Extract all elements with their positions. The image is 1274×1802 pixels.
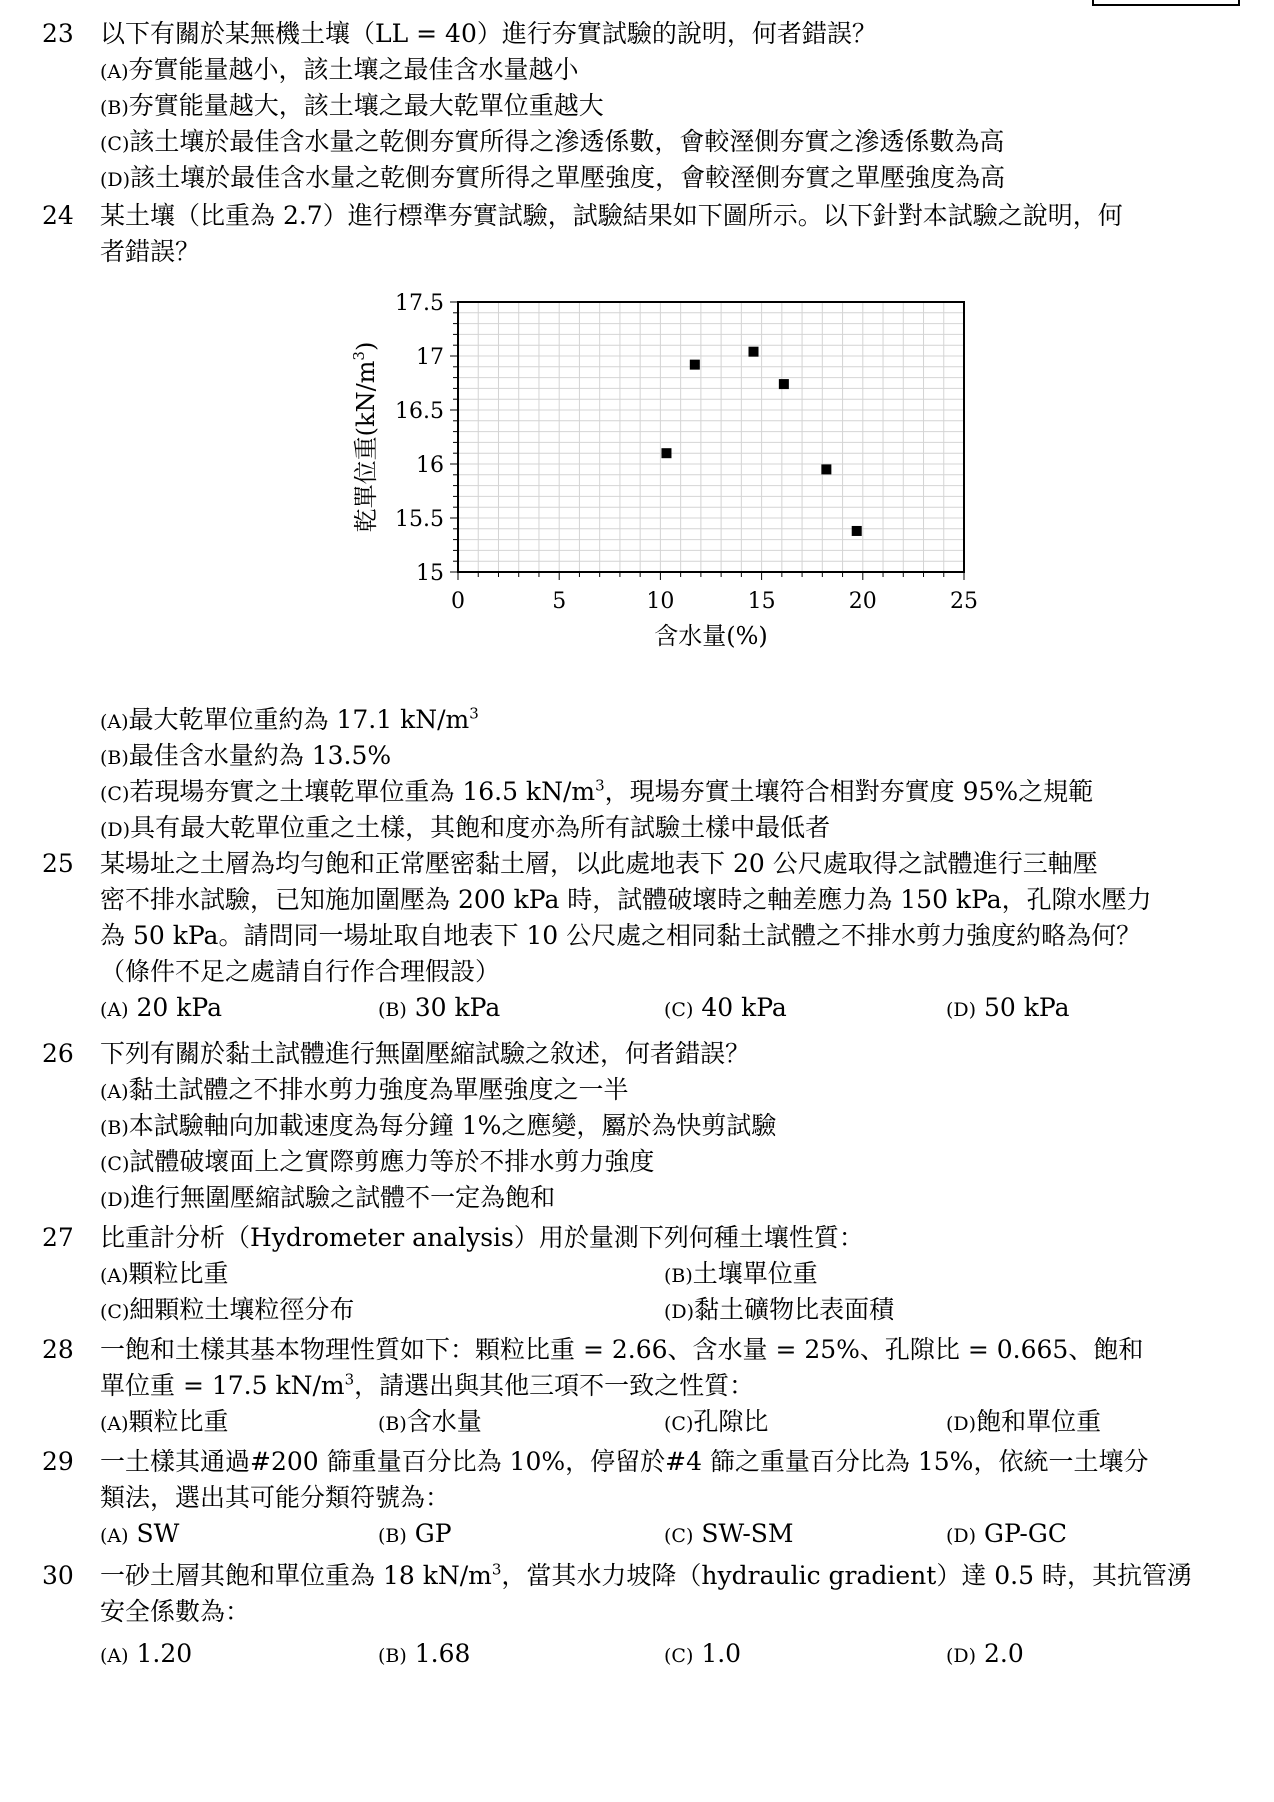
question-stem: 一砂土層其飽和單位重為 18 $kN/m^3$，當其水力坡降（hydraulic gradient）達 0.5 時，其抗管湧 安全係數為： (100, 1560, 1192, 1626)
question-number: 25 (42, 849, 74, 878)
question-stem: 以下有關於某無機土壤（LL = 40）進行夯實試驗的說明，何者錯誤？ (100, 19, 877, 48)
data-point (690, 360, 700, 370)
x-axis-label: 含水量(%) (654, 622, 768, 650)
option-c[interactable]: (C)若現場夯實之土壤乾單位重為 16.5 $kN/m^3$，現場夯實土壤符合相對夯實度 95%之規範 (100, 776, 1094, 806)
option-c[interactable]: (C)細顆粒土壤粒徑分布 (100, 1295, 355, 1324)
data-point (821, 464, 831, 474)
question-number: 30 (42, 1561, 74, 1590)
question-stem: 比重計分析（Hydrometer analysis）用於量測下列何種土壤性質： (100, 1223, 864, 1252)
y-axis-label: 乾單位重$(kN/m^3)$ (350, 341, 380, 533)
x-tick-label: 0 (451, 589, 465, 614)
compaction-chart (340, 282, 1000, 662)
option-c[interactable]: (C) 1.0 (664, 1639, 742, 1668)
option-d[interactable]: (D)黏土礦物比表面積 (664, 1295, 895, 1324)
option-d[interactable]: (D) GP-GC (946, 1519, 1067, 1548)
y-tick-label: 17 (416, 345, 444, 370)
option-a[interactable]: (A)黏土試體之不排水剪力強度為單壓強度之一半 (100, 1075, 629, 1104)
y-tick-label: 16 (416, 453, 444, 478)
option-c[interactable]: (C)孔隙比 (664, 1407, 769, 1436)
question-number: 23 (42, 19, 74, 48)
option-a[interactable]: (A)顆粒比重 (100, 1259, 229, 1288)
question-stem: 一土樣其通過#200 篩重量百分比為 10%，停留於#4 篩之重量百分比為 15%，依統一土壤分 類法，選出其可能分類符號為： (100, 1447, 1149, 1512)
question-stem: 一飽和土樣其基本物理性質如下：顆粒比重 = 2.66、含水量 = 25%、孔隙比 = 0.665、飽和 單位重 = 17.5 $kN/m^3$，請選出與其他三項不一致之性質： (100, 1335, 1144, 1400)
question-stem: 某場址之土層為均勻飽和正常壓密黏土層，以此處地表下 20 公尺處取得之試體進行三軸壓 密不排水試驗，已知施加圍壓為 200 kPa 時，試體破壞時之軸差應力為 150 kPa，孔隙水壓力 為 50 kPa。請問同一場址取自地表下 10 公尺處之相同黏土試體之不排水剪力強度約略為何？ （條件不足之處請自行作合理假設） (100, 849, 1152, 986)
question-stem: 下列有關於黏土試體進行無圍壓縮試驗之敘述，何者錯誤？ (100, 1039, 751, 1068)
option-a[interactable]: (A) SW (100, 1519, 180, 1548)
question-number: 27 (42, 1223, 74, 1252)
option-d[interactable]: (D)具有最大乾單位重之土樣，其飽和度亦為所有試驗土樣中最低者 (100, 813, 831, 842)
option-b[interactable]: (B)本試驗軸向加載速度為每分鐘 1%之應變，屬於為快剪試驗 (100, 1111, 777, 1140)
data-point (779, 379, 789, 389)
option-c[interactable]: (C)該土壤於最佳含水量之乾側夯實所得之滲透係數，會較溼側夯實之滲透係數為高 (100, 127, 1005, 156)
option-b[interactable]: (B) 1.68 (378, 1639, 471, 1668)
option-a[interactable]: (A) 1.20 (100, 1639, 193, 1668)
option-b[interactable]: (B)最佳含水量約為 13.5% (100, 741, 392, 770)
option-c[interactable]: (C)試體破壞面上之實際剪應力等於不排水剪力強度 (100, 1147, 655, 1176)
plot-frame (458, 302, 964, 572)
option-d[interactable]: (D)該土壤於最佳含水量之乾側夯實所得之單壓強度，會較溼側夯實之單壓強度為高 (100, 163, 1006, 192)
data-point (661, 448, 671, 458)
x-tick-label: 25 (950, 589, 978, 614)
option-b[interactable]: (B) GP (378, 1519, 452, 1548)
option-a[interactable]: (A)夯實能量越小，該土壤之最佳含水量越小 (100, 55, 579, 84)
x-tick-label: 10 (646, 589, 675, 614)
question-number: 26 (42, 1039, 74, 1068)
option-b[interactable]: (B)土壤單位重 (664, 1259, 818, 1288)
data-point (749, 347, 759, 357)
option-b[interactable]: (B) 30 kPa (378, 993, 501, 1022)
question-stem: 某土壤（比重為 2.7）進行標準夯實試驗，試驗結果如下圖所示。以下針對本試驗之說明，何 者錯誤？ (100, 201, 1123, 266)
option-d[interactable]: (D)飽和單位重 (946, 1407, 1102, 1436)
y-tick-label: 16.5 (395, 399, 444, 424)
option-d[interactable]: (D) 50 kPa (946, 993, 1070, 1022)
option-c[interactable]: (C) SW-SM (664, 1519, 794, 1548)
x-tick-label: 20 (848, 589, 877, 614)
question-number: 29 (42, 1447, 74, 1476)
option-a[interactable]: (A) 20 kPa (100, 993, 223, 1022)
option-c[interactable]: (C) 40 kPa (664, 993, 787, 1022)
option-a[interactable]: (A)顆粒比重 (100, 1407, 229, 1436)
data-point (852, 526, 862, 536)
y-tick-label: 17.5 (395, 291, 444, 316)
option-b[interactable]: (B)含水量 (378, 1407, 482, 1436)
question-number: 24 (42, 201, 74, 230)
question-number: 28 (42, 1335, 74, 1364)
x-tick-label: 5 (552, 589, 567, 614)
page-corner-box (1092, 0, 1240, 6)
option-b[interactable]: (B)夯實能量越大，該土壤之最大乾單位重越大 (100, 91, 604, 120)
y-tick-label: 15.5 (395, 507, 444, 532)
y-tick-label: 15 (416, 561, 444, 586)
option-d[interactable]: (D) 2.0 (946, 1639, 1024, 1668)
option-a[interactable]: (A)最大乾單位重約為 17.1 $kN/m^3$ (100, 704, 479, 734)
x-tick-label: 15 (747, 589, 776, 614)
option-d[interactable]: (D)進行無圍壓縮試驗之試體不一定為飽和 (100, 1183, 556, 1212)
